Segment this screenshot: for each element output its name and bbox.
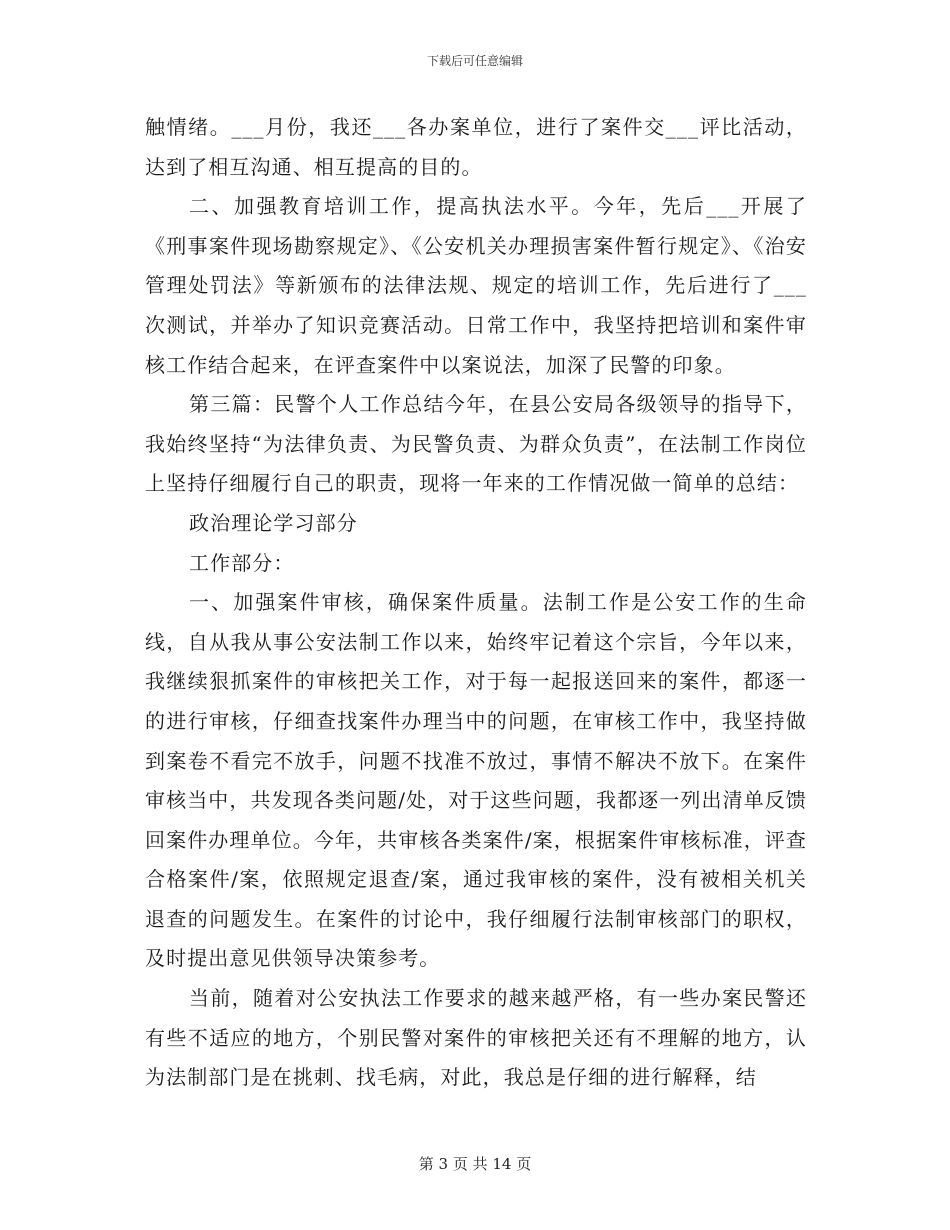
- page-number: 第 3 页 共 14 页: [418, 1155, 532, 1173]
- section-heading-political-theory: 政治理论学习部分: [189, 510, 358, 535]
- document-body: [145, 108, 807, 1098]
- paragraph-current-situation: 当前，随着对公安执法工作要求的越来越严格，有一些办案民警还有些不适应的地方，个别民警对案件的审核把关还有不理解的地方，认为法制部门是在挑刺、找毛病，对此，我总是仔细的进行解释，结: [145, 986, 807, 1090]
- paragraph-case-review: 一、加强案件审核，确保案件质量。法制工作是公安工作的生命线，自从我从事公安法制工作以来，始终牢记着这个宗旨，今年以来，我继续狠抓案件的审核把关工作，对于每一起报送回来的案件，都逐一的进行审核，仔细查找案件办理当中的问题，在审核工作中，我坚持做到案卷不看完不放手，问题不找准不放过，事情不解决不放下。在案件审核当中，共发现各类问题/处，对于这些问题，我都逐一列出清单反馈回案件办理单位。今年，共审核各类案件/案，根据案件审核标准，评查合格案件/案，依照规定退查/案，通过我审核的案件，没有被相关机关退查的问题发生。在案件的讨论中，我仔细履行法制审核部门的职权，及时提出意见供领导决策参考。: [145, 590, 807, 971]
- page-header-note: 下载后可任意编辑: [426, 54, 523, 68]
- section-heading-work: 工作部分：: [189, 550, 295, 575]
- paragraph-continuation: 触情绪。___月份，我还___各办案单位，进行了案件交___评比活动，达到了相互沟通、相互提高的目的。: [145, 115, 807, 179]
- paragraph-third-article: 第三篇：民警个人工作总结今年，在县公安局各级领导的指导下，我始终坚持“为法律负责、为民警负责、为群众负责”，在法制工作岗位上坚持仔细履行自己的职责，现将一年来的工作情况做一简单的总结：: [145, 392, 807, 496]
- paragraph-training: 二、加强教育培训工作，提高执法水平。今年，先后___开展了《刑事案件现场勘察规定》、《公安机关办理损害案件暂行规定》、《治安管理处罚法》等新颁布的法律法规、规定的培训工作，先后进行了___次测试，并举办了知识竞赛活动。日常工作中，我坚持把培训和案件审核工作结合起来，在评查案件中以案说法，加深了民警的印象。: [145, 194, 807, 377]
